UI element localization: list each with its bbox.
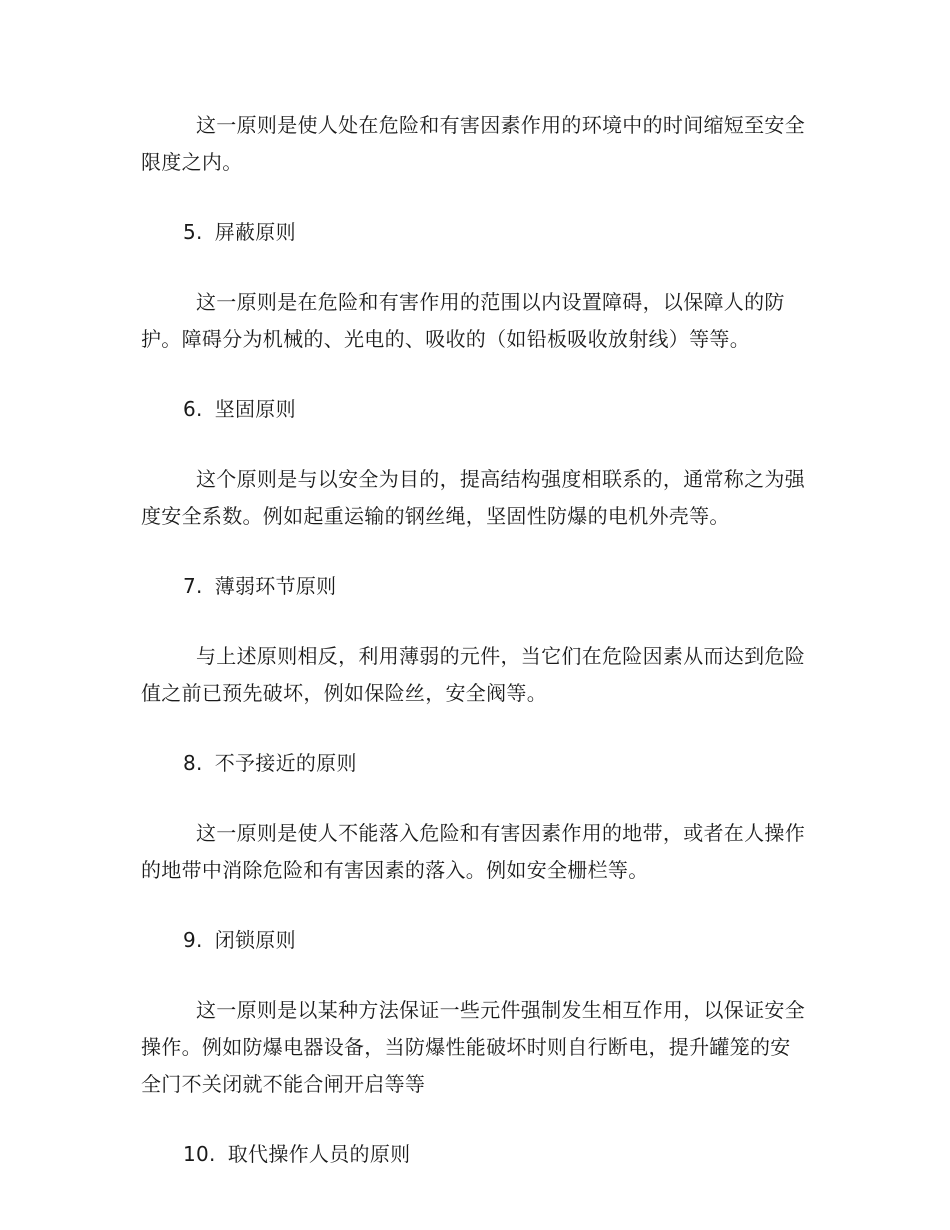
section-number: 8. (183, 751, 203, 775)
section-number: 7. (183, 574, 203, 598)
section-heading-8 (141, 745, 806, 782)
section-title: 取代操作人员的原则 (227, 1142, 411, 1166)
section-heading-5 (141, 214, 806, 251)
paragraph-weak-link: 与上述原则相反，利用薄弱的元件，当它们在危险因素从而达到危险值之前已预先破坏，例如保险丝，安全阀等。 (141, 644, 805, 705)
section-number: 5. (183, 220, 203, 244)
paragraph-shielding: 这一原则是在危险和有害作用的范围以内设置障碍，以保障人的防护。障碍分为机械的、光电的、吸收的（如铅板吸收放射线）等等。 (141, 290, 785, 351)
section-title: 闭锁原则 (214, 928, 296, 952)
section-heading-9 (141, 922, 806, 959)
section-title: 坚固原则 (214, 397, 296, 421)
section-title: 薄弱环节原则 (214, 574, 337, 598)
section-heading-7 (141, 568, 806, 605)
paragraph-strength: 这个原则是与以安全为目的，提高结构强度相联系的，通常称之为强度安全系数。例如起重运输的钢丝绳，坚固性防爆的电机外壳等。 (141, 467, 805, 528)
section-heading-6 (141, 391, 806, 428)
section-title: 屏蔽原则 (214, 220, 296, 244)
section-heading-10 (141, 1136, 806, 1173)
section-number: 10. (183, 1142, 216, 1166)
paragraph-interlock: 这一原则是以某种方法保证一些元件强制发生相互作用，以保证安全操作。例如防爆电器设备，当防爆性能破坏时则自行断电，提升罐笼的安全门不关闭就不能合闸开启等等 (141, 998, 805, 1096)
paragraph-no-approach: 这一原则是使人不能落入危险和有害因素作用的地带，或者在人操作的地带中消除危险和有害因素的落入。例如安全栅栏等。 (141, 821, 805, 882)
section-title: 不予接近的原则 (214, 751, 357, 775)
section-number: 6. (183, 397, 203, 421)
paragraph-time-limit: 这一原则是使人处在危险和有害因素作用的环境中的时间缩短至安全限度之内。 (141, 113, 805, 174)
section-number: 9. (183, 928, 203, 952)
document-body (141, 107, 806, 1206)
